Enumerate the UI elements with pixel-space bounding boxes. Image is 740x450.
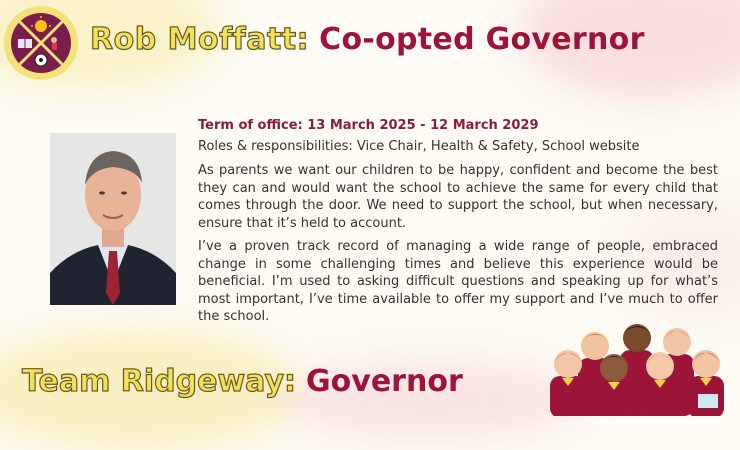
profile-paragraph: I’ve a proven track record of managing a wide range of people, embraced change in some challenging times and believe this experience would be beneficial. I’m used to asking difficult questions and speaking up for what’s most important, I’ve time available to offer my support and I’ve much to offer the school. xyxy=(198,239,718,324)
term-of-office: Term of office: 13 March 2025 - 12 March 2029 xyxy=(198,118,539,133)
team-name: Team Ridgeway: xyxy=(22,364,297,399)
footer-role: Governor xyxy=(306,364,463,399)
governor-name: Rob Moffatt: xyxy=(90,22,310,57)
roles-responsibilities: Roles & responsibilities: Vice Chair, Health & Safety, School website xyxy=(198,139,640,154)
school-crest-icon xyxy=(4,6,78,80)
page-title xyxy=(90,22,645,68)
governor-role: Co-opted Governor xyxy=(319,22,645,57)
profile-content xyxy=(198,118,718,332)
governor-portrait xyxy=(50,133,176,305)
footer-banner xyxy=(22,364,463,399)
children-group-illustration xyxy=(548,318,740,416)
profile-paragraph: As parents we want our children to be happy, confident and become the best they can and would want the school to achieve the same for every child that comes through the door. We need to support the school, but when necessary, ensure that it’s held to account. xyxy=(198,163,718,231)
